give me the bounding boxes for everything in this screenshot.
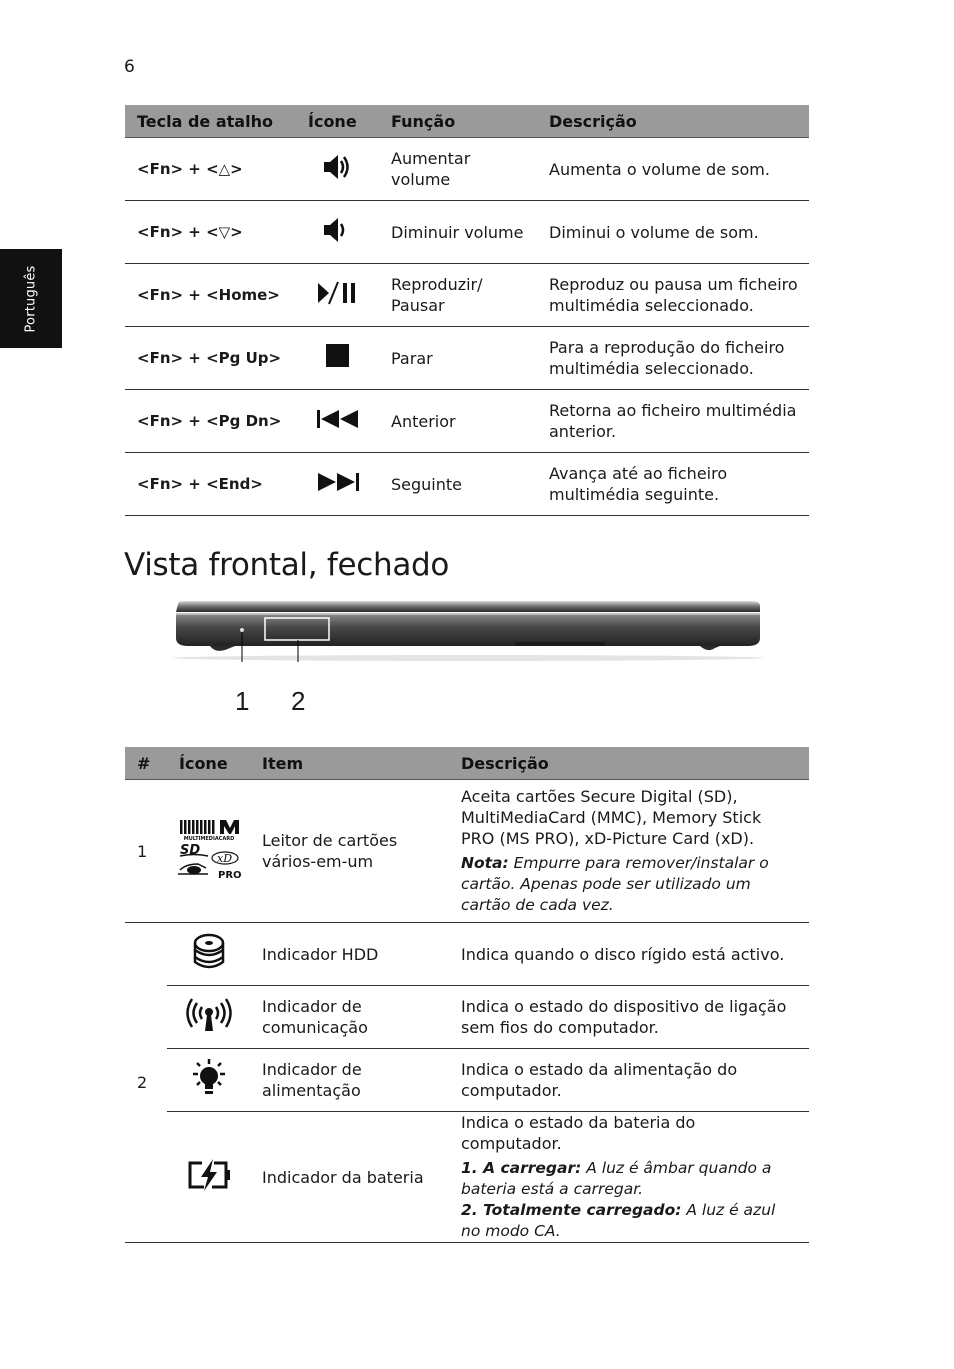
header-icon: Ícone (167, 747, 250, 780)
table-row (125, 201, 809, 264)
header-icon: Ícone (296, 105, 379, 138)
hotkey-function: Aumentar volume (379, 138, 537, 201)
table-row (125, 453, 809, 516)
item-name: Indicador de comunicação (250, 986, 449, 1049)
hotkey-description: Retorna ao ficheiro multimédia anterior. (537, 390, 809, 453)
item-number: 2 (125, 923, 167, 1243)
hotkey-table (125, 105, 809, 516)
full-charge-note (461, 1200, 799, 1242)
play-pause-icon (316, 280, 360, 306)
table-row (125, 138, 809, 201)
callout-1: 1 (235, 686, 250, 716)
hotkey-key: <Fn> + <▽> (125, 201, 296, 264)
card-reader-icon (176, 816, 242, 882)
page-number: 6 (124, 57, 135, 77)
hotkey-key: <Fn> + <End> (125, 453, 296, 516)
section-title: Vista frontal, fechado (124, 547, 450, 583)
hotkey-description: Para a reprodução do ficheiro multimédia seleccionado. (537, 327, 809, 390)
item-name: Indicador HDD (250, 923, 449, 986)
hotkey-function: Parar (379, 327, 537, 390)
hotkey-header-row (125, 105, 809, 138)
charging-note (461, 1158, 799, 1200)
header-description: Descrição (537, 105, 809, 138)
xd-logo-text: xD (216, 851, 232, 865)
front-view-table (125, 747, 809, 1243)
charging-text: A luz é âmbar quando a bateria está a carregar. (461, 1159, 772, 1198)
item-name: Leitor de cartões vários-em-um (250, 780, 449, 923)
hotkey-function: Reproduzir/ Pausar (379, 264, 537, 327)
table-row (125, 780, 809, 923)
item-description: Indica o estado do dispositivo de ligação sem fios do computador. (449, 986, 809, 1049)
full-charge-label: 2. Totalmente carregado: (461, 1201, 682, 1219)
hotkey-description: Avança até ao ficheiro multimédia seguinte. (537, 453, 809, 516)
table-row (125, 923, 809, 986)
note-text: Empurre para remover/instalar o cartão. Apenas pode ser utilizado um cartão de cada vez. (461, 854, 769, 914)
hotkey-key: <Fn> + <Pg Dn> (125, 390, 296, 453)
front-header-row (125, 747, 809, 780)
table-row (125, 1049, 809, 1112)
laptop-front-illustration (170, 598, 766, 662)
volume-up-icon (320, 150, 356, 184)
battery-icon (186, 1158, 232, 1192)
table-row (125, 327, 809, 390)
wireless-icon (186, 997, 232, 1033)
item-number: 1 (125, 780, 167, 923)
pro-logo-text: PRO (217, 869, 242, 881)
table-row (125, 1112, 809, 1243)
hotkey-description: Aumenta o volume de som. (537, 138, 809, 201)
header-description: Descrição (449, 747, 809, 780)
item-name: Indicador de alimentação (250, 1049, 449, 1112)
header-number: # (125, 747, 167, 780)
table-row (125, 390, 809, 453)
table-row (125, 264, 809, 327)
language-tab (0, 249, 62, 348)
hotkey-description: Reproduz ou pausa um ficheiro multimédia seleccionado. (537, 264, 809, 327)
full-charge-text: A luz é azul no modo CA. (461, 1201, 776, 1240)
header-item: Item (250, 747, 449, 780)
hotkey-key: <Fn> + <Pg Up> (125, 327, 296, 390)
item-name: Indicador da bateria (250, 1112, 449, 1243)
item-description: Aceita cartões Secure Digital (SD), MultiMediaCard (MMC), Memory Stick PRO (MS PRO), xD-Picture Card (xD). (461, 787, 762, 848)
hotkey-description: Diminui o volume de som. (537, 201, 809, 264)
power-indicator-icon (189, 1058, 229, 1098)
hotkey-key: <Fn> + <Home> (125, 264, 296, 327)
mmc-logo-text: MULTIMEDIACARD (183, 835, 234, 842)
previous-icon (315, 408, 361, 430)
table-row (125, 986, 809, 1049)
sd-logo-text: SD (179, 842, 200, 858)
hotkey-function: Diminuir volume (379, 201, 537, 264)
hdd-icon (191, 932, 227, 972)
item-description: Indica quando o disco rígido está activo. (449, 923, 809, 986)
hotkey-key: <Fn> + <△> (125, 138, 296, 201)
note (461, 853, 799, 916)
hotkey-function: Seguinte (379, 453, 537, 516)
header-hotkey: Tecla de atalho (125, 105, 296, 138)
callout-2: 2 (291, 686, 306, 716)
header-function: Função (379, 105, 537, 138)
note-label: Nota: (461, 854, 509, 872)
hotkey-function: Anterior (379, 390, 537, 453)
language-tab-label: Português (23, 264, 39, 333)
charging-label: 1. A carregar: (461, 1159, 582, 1177)
item-description: Indica o estado da bateria do computador. (461, 1113, 696, 1153)
next-icon (315, 471, 361, 493)
volume-down-icon (320, 213, 356, 247)
item-description: Indica o estado da alimentação do computador. (449, 1049, 809, 1112)
stop-icon (325, 343, 351, 369)
